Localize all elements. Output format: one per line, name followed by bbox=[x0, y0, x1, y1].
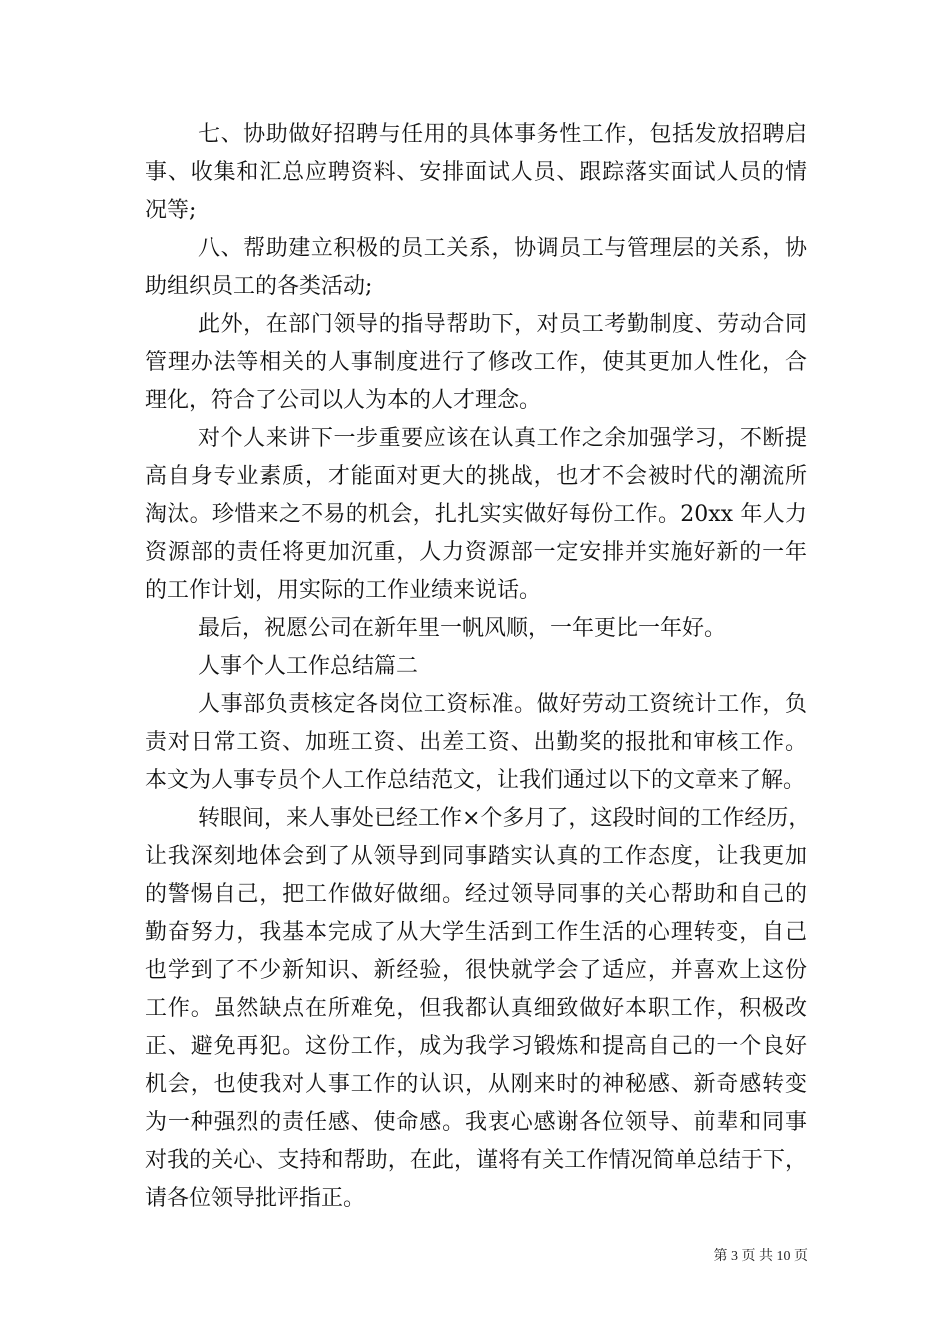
text-line: 为一种强烈的责任感、使命感。我衷心感谢各位领导、前辈和同事 bbox=[145, 1110, 807, 1135]
document-body bbox=[145, 116, 811, 1218]
text-line: 的警惕自己，把工作做好做细。经过领导同事的关心帮助和自己的 bbox=[145, 882, 807, 907]
text-line: 理化，符合了公司以人为本的人才理念。 bbox=[145, 388, 542, 413]
paragraph bbox=[145, 686, 807, 800]
text-line: 机会，也使我对人事工作的认识，从刚来时的神秘感、新奇感转变 bbox=[145, 1072, 807, 1097]
text-line: 助组织员工的各类活动; bbox=[145, 274, 373, 299]
text-line: 资源部的责任将更加沉重，人力资源部一定安排并实施好新的一年 bbox=[145, 540, 807, 565]
text-line: 况等; bbox=[145, 198, 197, 223]
text-line: 请各位领导批评指正。 bbox=[145, 1186, 366, 1211]
paragraph bbox=[145, 116, 807, 230]
text-line: 对我的关心、支持和帮助，在此，谨将有关工作情况简单总结于下， bbox=[145, 1148, 807, 1173]
text-line: 的工作计划，用实际的工作业绩来说话。 bbox=[145, 578, 542, 603]
text-line: 高自身专业素质，才能面对更大的挑战，也才不会被时代的潮流所 bbox=[145, 464, 807, 489]
text-line: 责对日常工资、加班工资、出差工资、出勤奖的报批和审核工作。 bbox=[145, 730, 807, 755]
text-line: 淘汰。珍惜来之不易的机会，扎扎实实做好每份工作。20xx 年人力 bbox=[145, 502, 807, 527]
text-line: 勤奋努力，我基本完成了从大学生活到工作生活的心理转变，自己 bbox=[145, 920, 807, 945]
text-line: 事、收集和汇总应聘资料、安排面试人员、跟踪落实面试人员的情 bbox=[145, 160, 807, 185]
paragraph bbox=[145, 648, 807, 686]
text-line: 此外，在部门领导的指导帮助下，对员工考勤制度、劳动合同 bbox=[198, 312, 807, 337]
text-line: 人事个人工作总结篇二 bbox=[198, 654, 419, 679]
page-number: 第 3 页 共 10 页 bbox=[713, 1249, 808, 1264]
text-line: 管理办法等相关的人事制度进行了修改工作，使其更加人性化，合 bbox=[145, 350, 807, 375]
text-line: 工作。虽然缺点在所难免，但我都认真细致做好本职工作，积极改 bbox=[145, 996, 807, 1021]
text-line: 转眼间，来人事处已经工作×个多月了，这段时间的工作经历， bbox=[198, 806, 811, 831]
text-line: 让我深刻地体会到了从领导到同事踏实认真的工作态度，让我更加 bbox=[145, 844, 807, 869]
text-line: 也学到了不少新知识、新经验，很快就学会了适应，并喜欢上这份 bbox=[145, 958, 807, 983]
text-line: 八、帮助建立积极的员工关系，协调员工与管理层的关系，协 bbox=[198, 236, 807, 261]
text-line: 七、协助做好招聘与任用的具体事务性工作，包括发放招聘启 bbox=[198, 122, 807, 147]
text-line: 对个人来讲下一步重要应该在认真工作之余加强学习，不断提 bbox=[198, 426, 807, 451]
paragraph bbox=[145, 610, 807, 648]
paragraph bbox=[145, 306, 807, 420]
paragraph bbox=[145, 420, 807, 610]
text-line: 正、避免再犯。这份工作，成为我学习锻炼和提高自己的一个良好 bbox=[145, 1034, 807, 1059]
text-line: 本文为人事专员个人工作总结范文，让我们通过以下的文章来了解。 bbox=[145, 768, 806, 793]
text-line: 人事部负责核定各岗位工资标准。做好劳动工资统计工作，负 bbox=[198, 692, 807, 717]
paragraph bbox=[145, 800, 811, 1218]
text-line: 最后，祝愿公司在新年里一帆风顺，一年更比一年好。 bbox=[198, 616, 727, 641]
paragraph bbox=[145, 230, 807, 306]
